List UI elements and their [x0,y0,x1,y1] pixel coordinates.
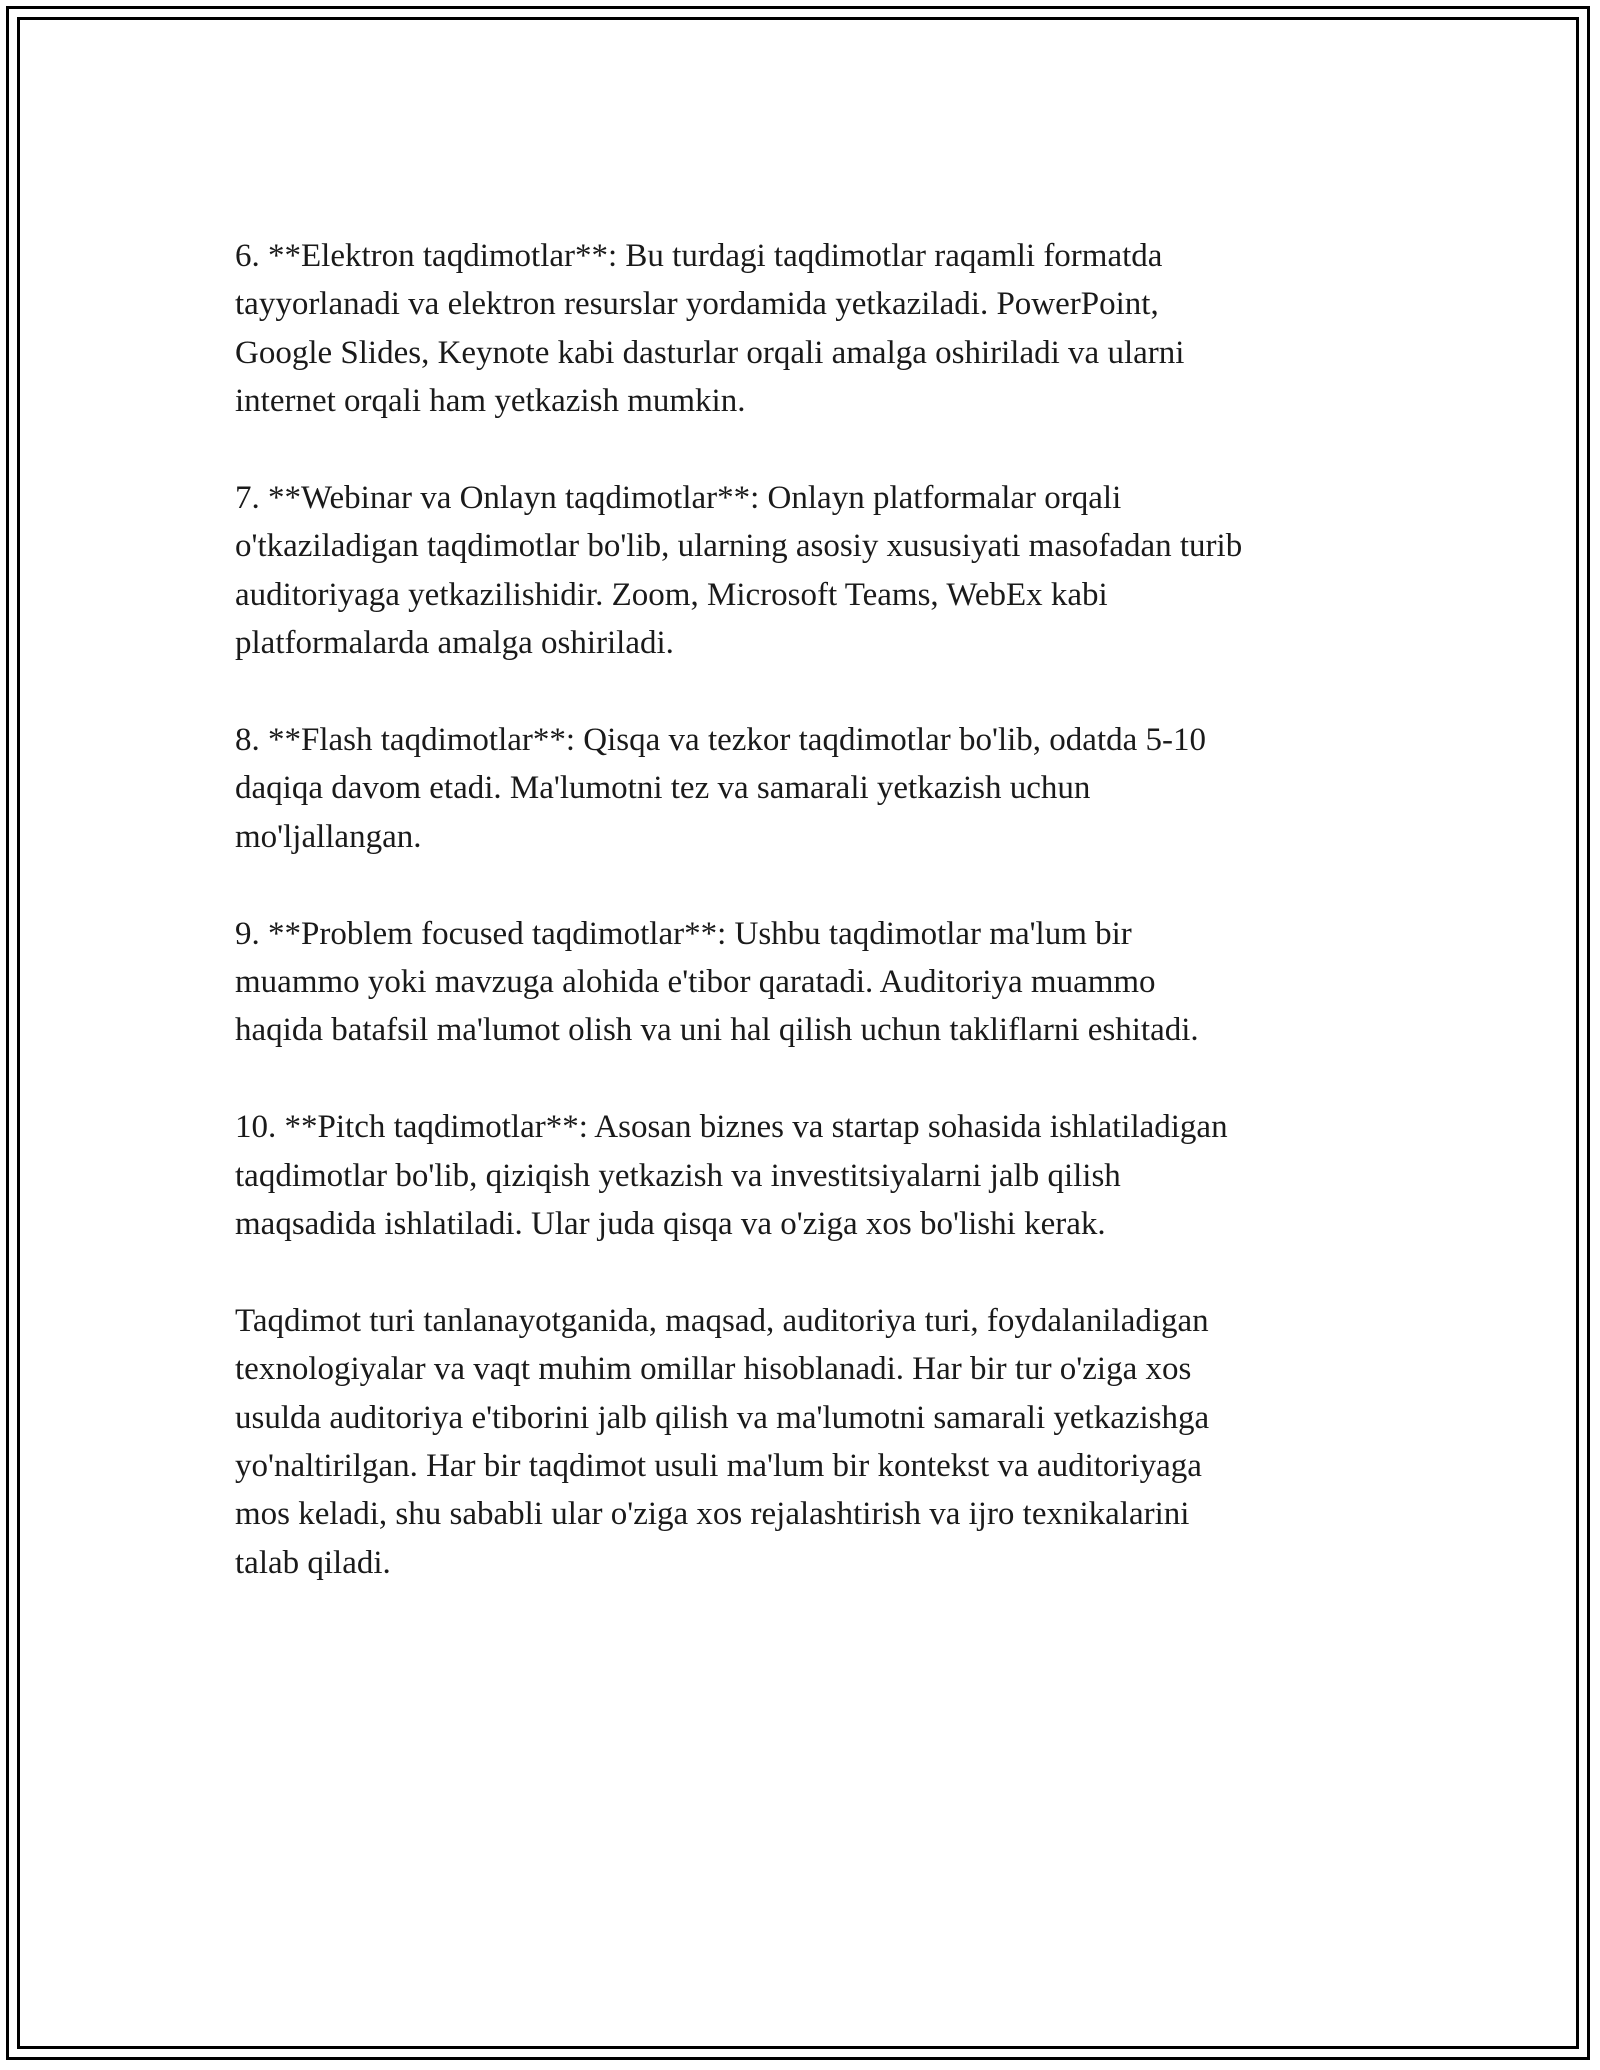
paragraph-flash-presentations: 8. **Flash taqdimotlar**: Qisqa va tezkor taqdimotlar bo'lib, odatda 5-10 daqiqa davom etadi. Ma'lumotni tez va samarali yetkazish uchun mo'ljallangan. [235,722,1207,855]
document-body [235,232,1375,1636]
paragraph-electronic-presentations: 6. **Elektron taqdimotlar**: Bu turdagi taqdimotlar raqamli formatda tayyorlanadi va elektron resurslar yordamida yetkaziladi. PowerPoint, Google Slides, Keynote kabi dasturlar orqali amalga oshiriladi va ularni internet orqali ham yetkazish mumkin. [235,238,1185,420]
paragraph-problem-focused-presentations: 9. **Problem focused taqdimotlar**: Ushbu taqdimotlar ma'lum bir muammo yoki mavzuga alohida e'tibor qaratadi. Auditoriya muammo haqida batafsil ma'lumot olish va uni hal qilish uchun takliflarni eshitadi. [235,915,1199,1049]
paragraph-webinar-presentations: 7. **Webinar va Onlayn taqdimotlar**: Onlayn platformalar orqali o'tkaziladigan taqdimotlar bo'lib, ularning asosiy xususiyati masofadan turib auditoriyaga yetkazilishidir. Zoom, Microsoft Teams, WebEx kabi platformalarda amalga oshiriladi. [235,480,1243,662]
paragraph-pitch-presentations: 10. **Pitch taqdimotlar**: Asosan biznes va startap sohasida ishlatiladigan taqdimotlar bo'lib, qiziqish yetkazish va investitsiyalarni jalb qilish maqsadida ishlatiladi. Ular juda qisqa va o'ziga xos bo'lishi kerak. [235,1109,1228,1243]
paragraph-conclusion: Taqdimot turi tanlanayotganida, maqsad, auditoriya turi, foydalaniladigan texnologiyalar va vaqt muhim omillar hisoblanadi. Har bir tur o'ziga xos usulda auditoriya e'tiborini jalb qilish va ma'lumotni samarali yetkazishga yo'naltirilgan. Har bir taqdimot usuli ma'lum bir kontekst va auditoriyaga mos keladi, shu sababli ular o'ziga xos rejalashtirish va ijro texnikalarini talab qiladi. [235,1302,1210,1581]
